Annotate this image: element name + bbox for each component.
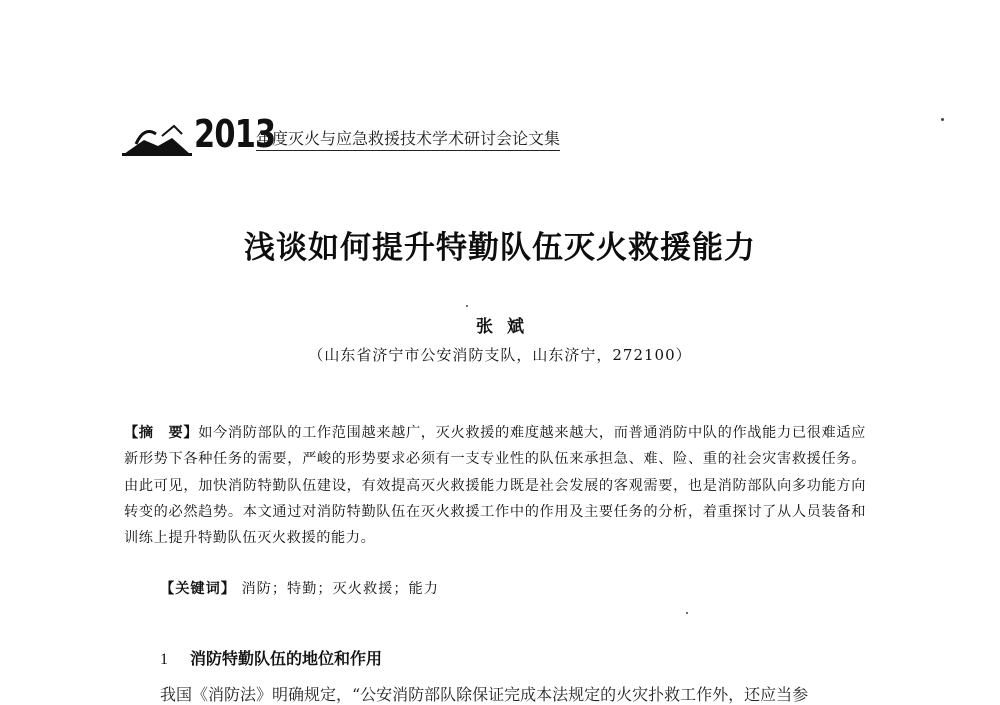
- keywords-label: 【关键词】: [160, 581, 236, 597]
- section-title: 消防特勤队伍的地位和作用: [190, 649, 383, 668]
- section-heading: [160, 646, 382, 669]
- keywords-block: [160, 578, 439, 598]
- section-number: 1: [160, 651, 168, 668]
- abstract-text: 如今消防部队的工作范围越来越广，灭火救援的难度越来越大，而普通消防中队的作战能力已很难适应新形势下各种任务的需要，严峻的形势要求必须有一支专业性的队伍来承担急、难、险、重的社会灾害救援任务。由此可见，加快消防特勤队伍建设，有效提高灭火救援能力既是社会发展的客观需要，也是消防部队向多功能方向转变的必然趋势。本文通过对消防特勤队伍在灭火救援工作中的作用及主要任务的分析，着重探讨了从人员装备和训练上提升特勤队伍灭火救援的能力。: [124, 425, 866, 547]
- paper-author: 张斌: [476, 317, 538, 337]
- header-year: 2013: [194, 112, 276, 156]
- paper-title: 浅谈如何提升特勤队伍灭火救援能力: [244, 230, 756, 266]
- scan-speck: [466, 305, 468, 307]
- header-series-title: 年度灭火与应急救援技术学术研讨会论文集: [256, 126, 560, 151]
- abstract-label: 【摘 要】: [124, 425, 199, 441]
- book-logo-icon: [122, 120, 192, 156]
- paper-affiliation: （山东省济宁市公安消防支队，山东济宁，272100）: [308, 346, 692, 364]
- proceedings-header: [122, 112, 622, 158]
- abstract-block: [124, 420, 866, 551]
- scan-speck: [686, 612, 688, 614]
- keywords-text: 消防；特勤；灭火救援；能力: [241, 581, 439, 597]
- body-text-line: 我国《消防法》明确规定，“公安消防部队除保证完成本法规定的火灾扑救工作外，还应当参: [160, 685, 809, 704]
- scan-speck: [941, 118, 944, 121]
